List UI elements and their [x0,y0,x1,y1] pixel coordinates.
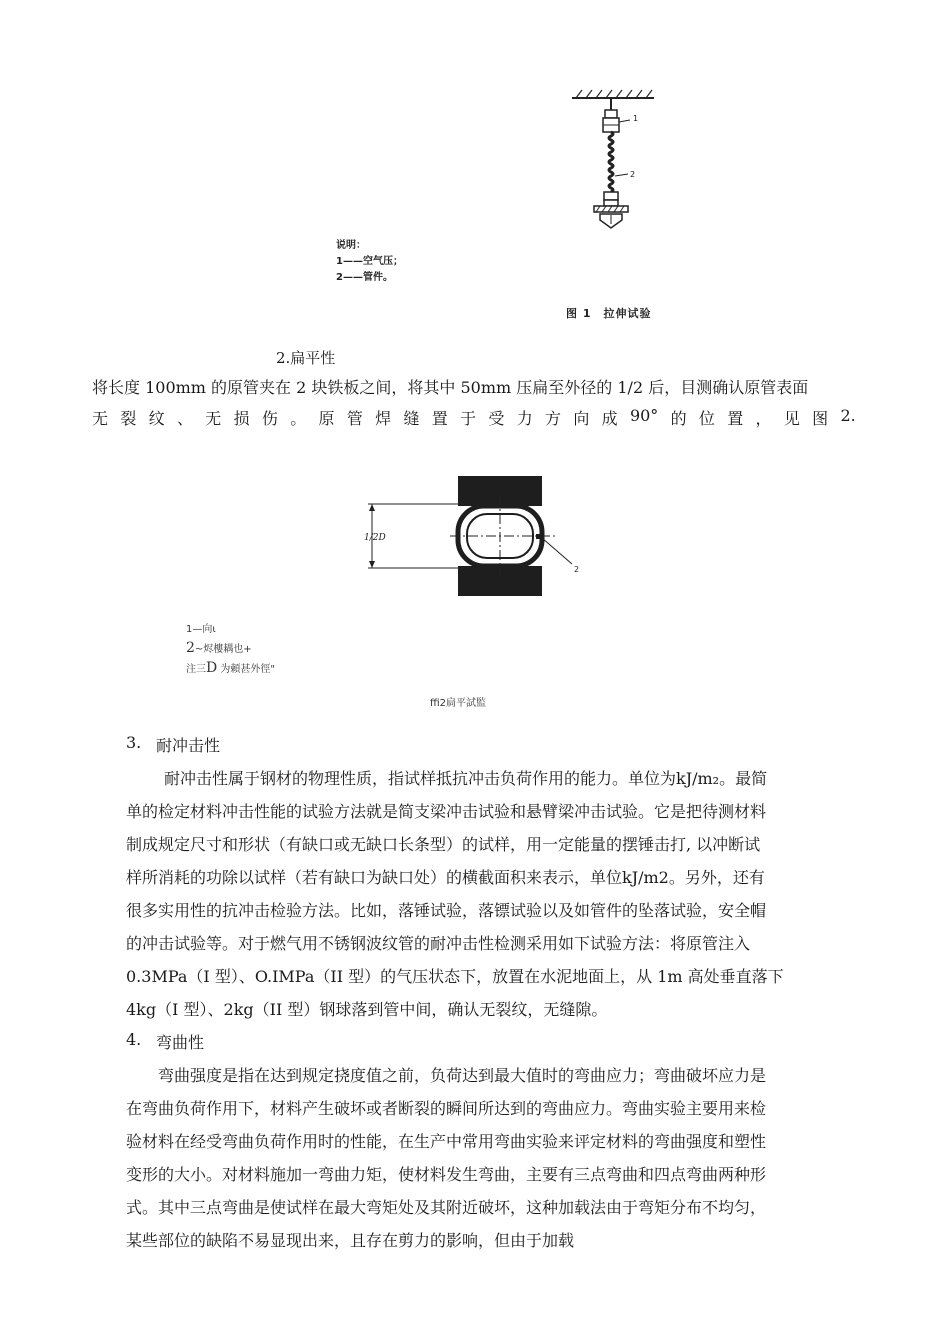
section3-line: 制成规定尺寸和形状（有缺口或无缺口长条型）的试样，用一定能量的摆锤击打, 以冲断试 [126,835,761,854]
figure1-label-1: 1 [633,114,639,123]
justified-char: 置 [727,409,744,428]
justified-char: 位 [698,409,715,428]
section4-line: 在弯曲负荷作用下，材料产生破坏或者断裂的瞬间所达到的弯曲应力。弯曲实验主要用来检 [126,1099,767,1118]
section2-paragraph-justified-line [92,406,856,429]
figure1-legend-item: 2——管件。 [336,272,393,283]
section3-heading: 耐冲击性 [156,736,221,755]
section2-paragraph-line: 将长度 100mm 的原管夹在 2 块铁板之间，将其中 50mm 压扁至外径的 1/2 后，目测确认原管表面 [92,378,809,397]
figure2-legend-note-symbol: D [206,660,218,676]
justified-char: 无 [92,409,109,428]
tensile-test-figure [560,84,670,234]
justified-char: 成 [601,409,618,428]
section3-line: 单的检定材料冲击性能的试验方法就是简支梁冲击试验和悬臂梁冲击试验。它是把待测材料 [126,802,767,821]
section3-line: 耐冲击性属于钢材的物理性质，指试样抵抗冲击负荷作用的能力。单位为kJ/m₂。最简 [148,769,768,788]
justified-char: 。 [290,409,307,428]
section4-line: 弯曲强度是指在达到规定挠度值之前，负荷达到最大值时的弯曲应力；弯曲破坏应力是 [158,1066,767,1085]
justified-char: ， [755,409,772,428]
justified-char: 2. [840,406,856,425]
justified-char: 力 [516,409,533,428]
section3-line: 样所消耗的功除以试样（若有缺口为缺口处）的横截面积来表示，单位kJ/m2。另外，还有 [126,868,765,887]
section4-heading: 弯曲性 [156,1033,205,1052]
section4-line: 式。其中三点弯曲是使试样在最大弯矩处及其附近破坏，这种加载法由于弯矩分布不均匀， [126,1198,767,1217]
justified-char: 见 [783,409,800,428]
figure2-legend-item: ~烬樓耦也+ [194,644,252,655]
figure2-legend [186,620,275,679]
justified-char: 管 [346,409,363,428]
justified-char: 、 [176,409,193,428]
section4-line: 某些部位的缺陷不易显现出来，且存在剪力的影响，但由于加载 [126,1231,575,1250]
flattening-test-figure [360,474,600,606]
section4-heading-number: 4. [126,1030,142,1049]
section3-line: 4kg（I 型）、2kg（II 型）钢球落到管中间，确认无裂纹，无缝隙。 [126,1000,608,1019]
justified-char: 受 [488,409,505,428]
figure2-legend-note: 为頼甚外徑" [220,664,276,675]
figure1-legend-title: 说明： [336,240,366,251]
section4-line: 变形的大小。对材料施加一弯曲力矩，使材料发生弯曲，主要有三点弯曲和四点弯曲两种形 [126,1165,767,1184]
figure2-dimension-label: 1/2D [364,533,386,543]
justified-char: 焊 [375,409,392,428]
justified-char: 伤 [261,409,278,428]
justified-char: 方 [545,409,562,428]
section3-heading-number: 3. [126,733,142,752]
section3-line: 的冲击试验等。对于燃气用不锈钢波纹管的耐冲击性检测采用如下试验方法：将原管注入 [126,934,751,953]
justified-char: 裂 [120,409,137,428]
figure2-legend-item: 1—向ι [186,624,216,635]
section3-line: 很多实用性的抗冲击检验方法。比如，落锤试验，落镖试验以及如管件的坠落试验，安全帽 [126,901,767,920]
figure1-caption: 图 1 拉伸试验 [566,307,652,320]
justified-char: 无 [205,409,222,428]
figure1-label-2: 2 [630,170,636,179]
justified-char: 的 [670,409,687,428]
justified-char: 置 [431,409,448,428]
figure1-legend-item: 1——空气压； [336,256,403,267]
figure1-legend [336,238,403,286]
figure2-legend-note-prefix: 注三 [186,664,206,675]
figure2-legend-number: 2 [186,640,195,656]
section3-line: 0.3MPa（I 型）、O.IMPa（II 型）的气压状态下，放置在水泥地面上，从 1m 高处垂直落下 [126,967,784,986]
figure2-label-2: 2 [574,565,580,574]
justified-char: 缝 [403,409,420,428]
section2-title: 2.扁平性 [276,349,336,367]
justified-char: 于 [460,409,477,428]
justified-char: 90° [629,406,659,425]
justified-char: 图 [812,409,829,428]
justified-char: 损 [233,409,250,428]
figure2-caption: ffi2扃平試監 [430,698,487,709]
justified-char: 原 [318,409,335,428]
section4-line: 验材料在经受弯曲负荷作用时的性能，在生产中常用弯曲实验来评定材料的弯曲强度和塑性 [126,1132,767,1151]
justified-char: 纹 [148,409,165,428]
justified-char: 向 [573,409,590,428]
